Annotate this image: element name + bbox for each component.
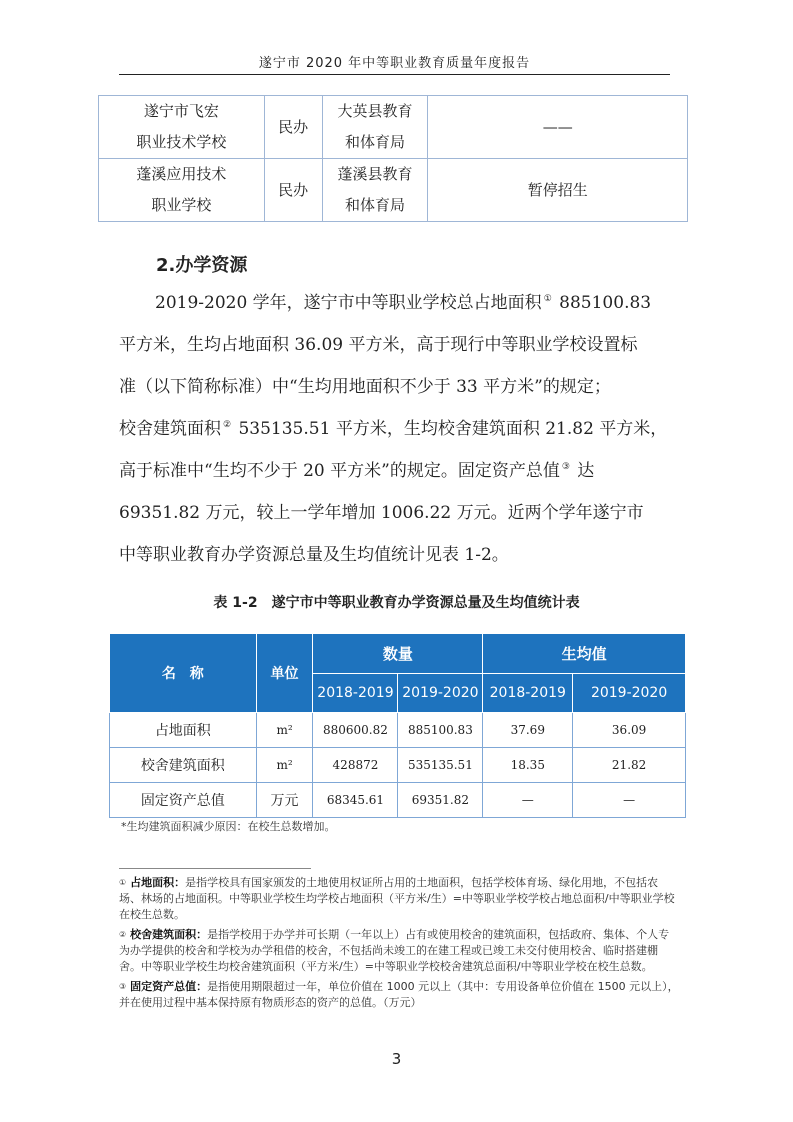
school-type-cell: 民办 [264, 96, 322, 159]
row-unit: m² [256, 748, 313, 783]
header-year: 2019-2020 [573, 674, 686, 713]
footnote-ref-3: ③ [561, 462, 570, 472]
table-row [99, 159, 688, 222]
value-cell: 18.35 [483, 748, 573, 783]
table-row [110, 713, 686, 748]
footnote-item: ① 占地面积：是指学校具有国家颁发的土地使用权证所占用的土地面积，包括学校体育场、绿化用地，不包括农场、林场的占地面积。中等职业学校生均学校占地面积（平方米/生）=中等职业学校学校占地总面积/中等职业学校在校生总数。 [119, 876, 675, 921]
value-cell: 37.69 [483, 713, 573, 748]
status-cell: 暂停招生 [428, 159, 688, 222]
header-year: 2018-2019 [483, 674, 573, 713]
body-paragraph: 2019-2020 学年，遂宁市中等职业学校总占地面积 ① 885100.83 平方米，生均占地面积 36.09 平方米，高于现行中等职业学校设置标 准（以下简称标准）中“生均用地面积不少于 33 平方米”的规定； 校舍建筑面积 ② 535135.51 平方米，生均校舍建筑面积 21.82 平方米， 高于标准中“生均不少于 20 平方米”的规定。固定资产总值 ③ 达 69351.82 万元，较上一学年增加 1006.22 万元。近两个学年遂宁市 中等职业教育办学资源总量及生均值统计见表 1-2。 [119, 293, 668, 565]
header-unit: 单位 [256, 634, 313, 713]
row-name: 占地面积 [110, 713, 257, 748]
header-total-group: 数量 [313, 634, 483, 674]
footnote-item: ③ 固定资产总值：是指使用期限超过一年，单位价值在 1000 元以上（其中：专用设备单位价值在 1500 元以上），并在使用过程中基本保持原有物质形态的资产的总值。（万元） [119, 980, 679, 1009]
table-row [99, 96, 688, 159]
header-year: 2018-2019 [313, 674, 398, 713]
resource-stats-table [109, 633, 686, 818]
header-divider [119, 74, 670, 75]
status-cell: —— [428, 96, 688, 159]
value-cell: 880600.82 [313, 713, 398, 748]
header-per-student-group: 生均值 [483, 634, 686, 674]
footnotes [119, 875, 679, 1015]
school-table-continued [98, 95, 688, 222]
footnote-item: ② 校舍建筑面积：是指学校用于办学并可长期（一年以上）占有或使用校舍的建筑面积，包括政府、集体、个人专为办学提供的校舍和学校为办学租借的校舍，不包括尚未竣工的在建工程或已竣工未交付使用校舍、临时搭建棚舍。中等职业学校生均校舍建筑面积（平方米/生）=中等职业学校校舍建筑总面积/中等职业学校在校生总数。 [119, 928, 670, 973]
section-heading: 2.办学资源 [156, 255, 248, 276]
table-note: *生均建筑面积减少原因：在校生总数增加。 [121, 820, 336, 833]
value-cell: 68345.61 [313, 783, 398, 818]
header-name: 名 称 [110, 634, 257, 713]
row-name: 固定资产总值 [110, 783, 257, 818]
row-unit: m² [256, 713, 313, 748]
row-name: 校舍建筑面积 [110, 748, 257, 783]
value-cell: 885100.83 [398, 713, 483, 748]
table-caption: 表 1-2 遂宁市中等职业教育办学资源总量及生均值统计表 [213, 595, 580, 611]
value-cell: 69351.82 [398, 783, 483, 818]
footnote-divider [119, 868, 311, 869]
value-cell: 36.09 [573, 713, 686, 748]
value-cell: 535135.51 [398, 748, 483, 783]
school-type-cell: 民办 [264, 159, 322, 222]
school-name-cell: 蓬溪应用技术 职业学校 [99, 159, 265, 222]
table-row [110, 748, 686, 783]
page-header: 遂宁市 2020 年中等职业教育质量年度报告 [258, 56, 531, 71]
value-cell: 21.82 [573, 748, 686, 783]
value-cell: 428872 [313, 748, 398, 783]
footnote-ref-1: ① [543, 294, 552, 304]
school-name-cell: 遂宁市飞宏 职业技术学校 [99, 96, 265, 159]
authority-cell: 蓬溪县教育 和体育局 [322, 159, 428, 222]
value-cell: — [573, 783, 686, 818]
page-number: 3 [391, 1050, 402, 1068]
header-year: 2019-2020 [398, 674, 483, 713]
authority-cell: 大英县教育 和体育局 [322, 96, 428, 159]
table-row [110, 783, 686, 818]
row-unit: 万元 [256, 783, 313, 818]
value-cell: — [483, 783, 573, 818]
footnote-ref-2: ② [223, 420, 232, 430]
